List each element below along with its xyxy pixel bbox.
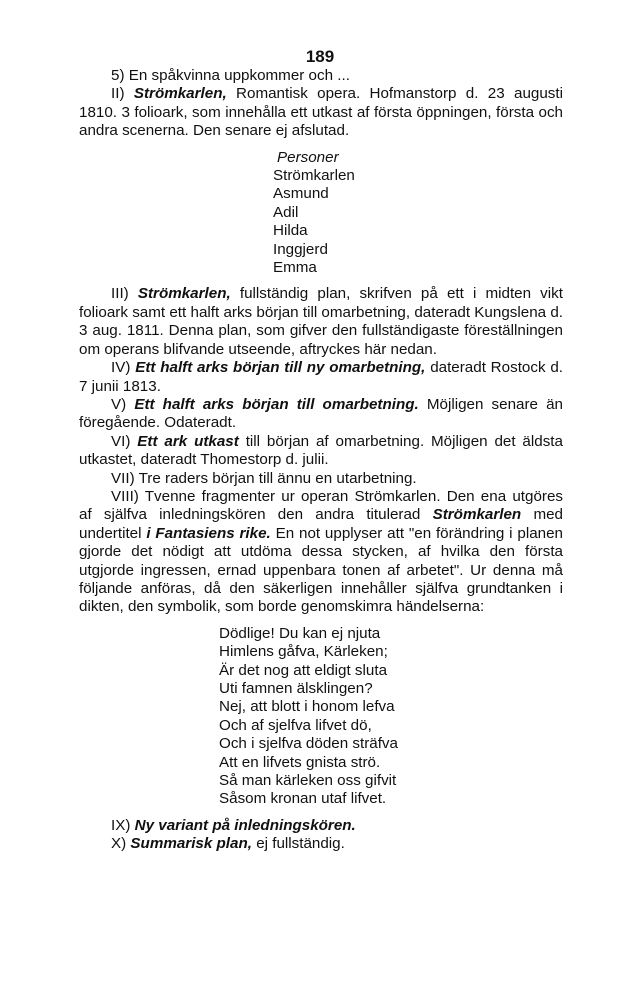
item-number: VII) <box>111 469 135 487</box>
item-number: V) <box>111 395 127 413</box>
item-number: IX) <box>111 816 131 834</box>
paragraph-ii <box>79 85 563 140</box>
poem <box>79 625 563 809</box>
item-title: Ett halft arks början till omarbetning. <box>134 395 419 413</box>
paragraph-5 <box>79 67 563 85</box>
page-number: 189 <box>305 47 335 66</box>
item-text: Tvenne fragmenter ur operan Strömkarlen. Den ena utgöres af själfva inledningskören den andra titulerad <box>79 487 563 524</box>
item-number: 5) <box>111 67 125 84</box>
poem-line: Dödlige! Du kan ej njuta <box>219 624 381 642</box>
poem-line: Och i sjelfva döden sträfva <box>219 735 398 753</box>
item-text: En not upplyser att "en förändring i planen gjorde det nödigt att utdöma dessa stycken, af hvilka den första utgjorde ingressen, ernad uppenbara tonen af arbetet". Ur denna må följande anföras, då den säkerligen innehåller själfva grundtanken i dikten, den symbolik, som borde genomskimra händelserna: <box>79 524 563 616</box>
paragraph-vii <box>79 470 563 488</box>
poem-line: Är det nog att eldigt sluta <box>219 661 388 679</box>
item-title: Strömkarlen <box>432 506 522 524</box>
item-number: IV) <box>111 359 131 377</box>
poem-line: Uti famnen älsklingen? <box>219 680 373 697</box>
person-name: Adil <box>273 203 299 221</box>
item-text: Romantisk opera. Hofmanstorp d. 23 augusti 1810. 3 folioark, som innehålla ett utkast af första öppningen, första och andra scenerna. Den senare ej afslutad. <box>79 85 563 140</box>
paragraph-iv <box>79 359 563 396</box>
poem-line: Så man kärleken oss gifvit <box>219 772 397 790</box>
person-name: Strömkarlen <box>273 167 355 185</box>
item-title: Strömkarlen, <box>137 285 231 303</box>
person-name: Hilda <box>273 222 308 240</box>
item-title: Summarisk plan, <box>130 835 252 853</box>
paragraph-vi <box>79 433 563 470</box>
poem-line: Himlens gåfva, Kärleken; <box>219 643 388 661</box>
poem-line: Och af sjelfva lifvet dö, <box>219 716 372 734</box>
personer-heading: Personer <box>277 148 339 166</box>
item-text: med undertitel <box>79 506 563 542</box>
item-number: VI) <box>111 432 131 450</box>
item-title: Ett halft arks början till ny omarbetning, <box>135 359 426 377</box>
poem-line: Såsom kronan utaf lifvet. <box>219 790 387 808</box>
item-text: fullständig plan, skrifven på ett i midten vikt folioark samt ett halft arks början till omarbetning, dateradt Kungslena d. 3 aug. 1811. Denna plan, som gifver den fullständigaste föreställningen om operans blifvande utseende, aftryckes här nedan. <box>79 285 563 358</box>
person-name: Emma <box>273 259 317 277</box>
person-name: Inggjerd <box>273 240 328 258</box>
poem-line: Nej, att blott i honom lefva <box>219 698 395 716</box>
item-text: En spåkvinna uppkommer och ... <box>128 67 350 84</box>
person-name: Asmund <box>273 185 329 203</box>
paragraph-ix <box>79 817 563 835</box>
paragraph-x <box>79 835 563 853</box>
item-subtitle: i Fantasiens rike. <box>146 524 271 542</box>
item-text: Tre raders början till ännu en utarbetning. <box>138 469 417 487</box>
paragraph-iii <box>79 285 563 359</box>
item-title: Ny variant på inledningskören. <box>134 816 356 834</box>
item-text: till början af omarbetning. Möjligen det äldsta utkastet, dateradt Thomestorp d. julii. <box>79 432 563 469</box>
item-title: Strömkarlen, <box>133 85 227 103</box>
item-number: X) <box>111 835 127 853</box>
item-text: Möjligen senare än föregående. Odateradt. <box>79 395 563 432</box>
personer-list <box>79 149 563 278</box>
poem-line: Att en lifvets gnista strö. <box>219 753 381 771</box>
item-number: III) <box>111 285 129 303</box>
item-title: Ett ark utkast <box>137 432 239 450</box>
item-text: ej fullständig. <box>256 835 345 853</box>
paragraph-v <box>79 396 563 433</box>
item-number: VIII) <box>111 487 139 505</box>
item-text: dateradt Rostock d. 7 junii 1813. <box>79 359 563 395</box>
item-number: II) <box>111 85 125 103</box>
body-text <box>79 67 563 854</box>
paragraph-viii <box>79 488 563 617</box>
